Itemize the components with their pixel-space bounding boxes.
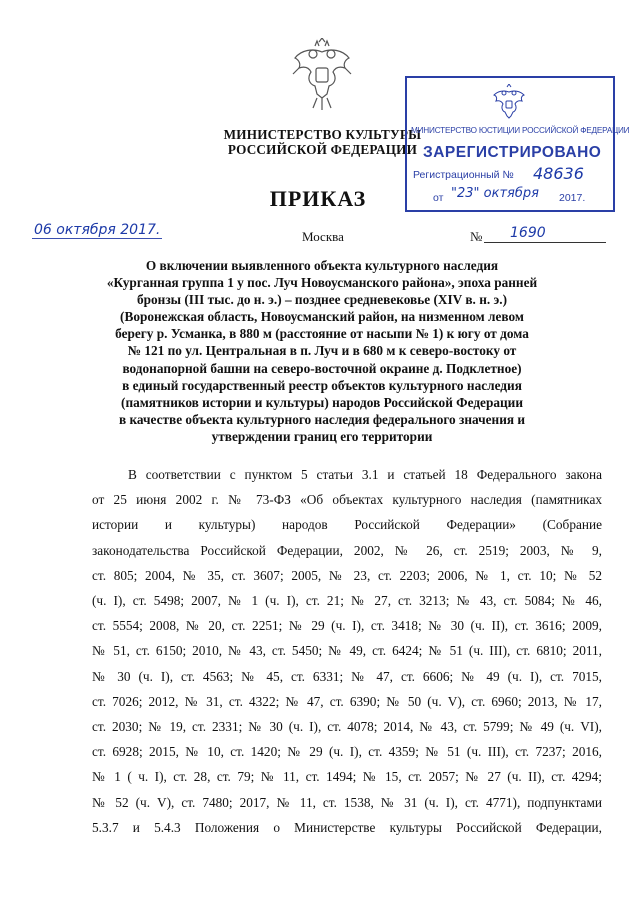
order-title xyxy=(60,257,584,445)
title-line: № 121 по ул. Центральная в п. Луч и в 680 м к северо-востоку от xyxy=(127,343,517,359)
body-line: В соответствии с пунктом 5 статьи 3.1 и статьей 18 Федерального закона xyxy=(128,467,602,482)
registration-stamp xyxy=(405,76,630,212)
title-line: берегу р. Усманка, в 880 м (расстояние от насыпи № 1) к югу от дома xyxy=(115,326,529,342)
order-body xyxy=(92,462,602,840)
body-line: ст. 2030; № 19, ст. 2331; № 30 (ч. I), ст. 4078; 2014, № 43, ст. 5799; № 49 (ч. VI), xyxy=(92,719,602,735)
stamp-reg-number: 48636 xyxy=(533,164,584,183)
body-line: законодательства Российской Федерации, 2002, № 26, ст. 2519; 2003, № 9, xyxy=(92,542,602,558)
title-line: водонапорной башни на северо-восточной окраине д. Подклетное) xyxy=(122,360,522,376)
title-line: в качестве объекта культурного наследия федерального значения и xyxy=(118,411,526,427)
city: Москва xyxy=(302,229,344,244)
body-line: (ч. I), ст. 5498; 2007, № 1 (ч. I), ст. 21; № 27, ст. 3213; № 43, ст. 5084; № 46, xyxy=(92,593,602,609)
title-line: (памятников истории и культуры) народов Российской Федерации xyxy=(121,394,523,410)
ministry-line-2: РОССИЙСКОЙ ФЕДЕРАЦИИ xyxy=(227,142,418,157)
state-emblem-icon xyxy=(289,38,355,112)
body-line: № 51, ст. 6150; 2010, № 43, ст. 5450; № 49, ст. 6424; № 51 (ч. III), ст. 6810; 2011, xyxy=(92,643,602,659)
title-line: утверждении границ его территории xyxy=(211,428,433,444)
stamp-reg-label: Регистрационный № xyxy=(413,169,514,181)
handwritten-number: 1690 xyxy=(510,225,546,241)
body-line: ст. 7026; 2012, № 31, ст. 4322; № 47, ст. 6390; № 50 (ч. V), ст. 6960; 2013, № 17, xyxy=(92,693,602,709)
body-line: истории и культуры) народов Российской Федерации» (Собрание xyxy=(92,517,602,533)
stamp-date-label: от xyxy=(433,192,444,204)
stamp-registered: ЗАРЕГИСТРИРОВАНО xyxy=(423,144,602,161)
stamp-agency: МИНИСТЕРСТВО ЮСТИЦИИ РОССИЙСКОЙ ФЕДЕРАЦИИ xyxy=(411,126,630,135)
body-line: № 1 ( ч. I), ст. 28, ст. 79; № 11, ст. 1494; № 15, ст. 2057; № 27 (ч. II), ст. 4294; xyxy=(92,769,602,785)
body-line: ст. 6928; 2015, № 10, ст. 1420; № 29 (ч. I), ст. 4359; № 51 (ч. III), ст. 7237; 2016, xyxy=(92,744,602,760)
ministry-line-1: МИНИСТЕРСТВО КУЛЬТУРЫ xyxy=(223,127,422,142)
stamp-emblem-icon xyxy=(491,84,527,120)
body-line: 5.3.7 и 5.4.3 Положения о Министерстве культуры Российской Федерации, xyxy=(92,819,602,835)
document-type: ПРИКАЗ xyxy=(269,186,367,211)
body-line: ст. 5554; 2008, № 20, ст. 2251; № 29 (ч. I), ст. 3418; № 30 (ч. II), ст. 3616; 2009, xyxy=(92,618,602,634)
handwritten-date: 06 октября 2017. xyxy=(34,222,161,238)
body-line: ст. 805; 2004, № 35, ст. 3607; 2005, № 23, ст. 2203; 2006, № 1, ст. 10; № 52 xyxy=(92,567,602,583)
title-line: О включении выявленного объекта культурного наследия xyxy=(145,258,499,273)
title-line: «Курганная группа 1 у пос. Луч Новоусманского района», эпоха ранней xyxy=(106,275,538,291)
body-line: от 25 июня 2002 г. № 73-ФЗ «Об объектах культурного наследия (памятниках xyxy=(92,492,602,508)
stamp-date-value: "23" октября xyxy=(451,186,539,201)
title-line: бронзы (III тыс. до н. э.) – позднее средневековье (XIV в. н. э.) xyxy=(136,292,508,308)
stamp-year: 2017. xyxy=(559,192,586,204)
title-line: (Воронежская область, Новоусманский район, на низменном левом xyxy=(120,309,524,325)
number-label: № xyxy=(470,229,483,244)
body-line: № 52 (ч. V), ст. 7480; 2017, № 11, ст. 1538, № 31 (ч. I), ст. 4771), подпунктами xyxy=(92,794,602,810)
number-underline xyxy=(484,242,606,243)
title-line: в единый государственный реестр объектов культурного наследия xyxy=(122,377,522,393)
ministry-name xyxy=(215,127,430,157)
body-line: № 30 (ч. I), ст. 4563; № 45, ст. 6331; № 47, ст. 6606; № 49 (ч. I), ст. 7015, xyxy=(92,668,602,684)
